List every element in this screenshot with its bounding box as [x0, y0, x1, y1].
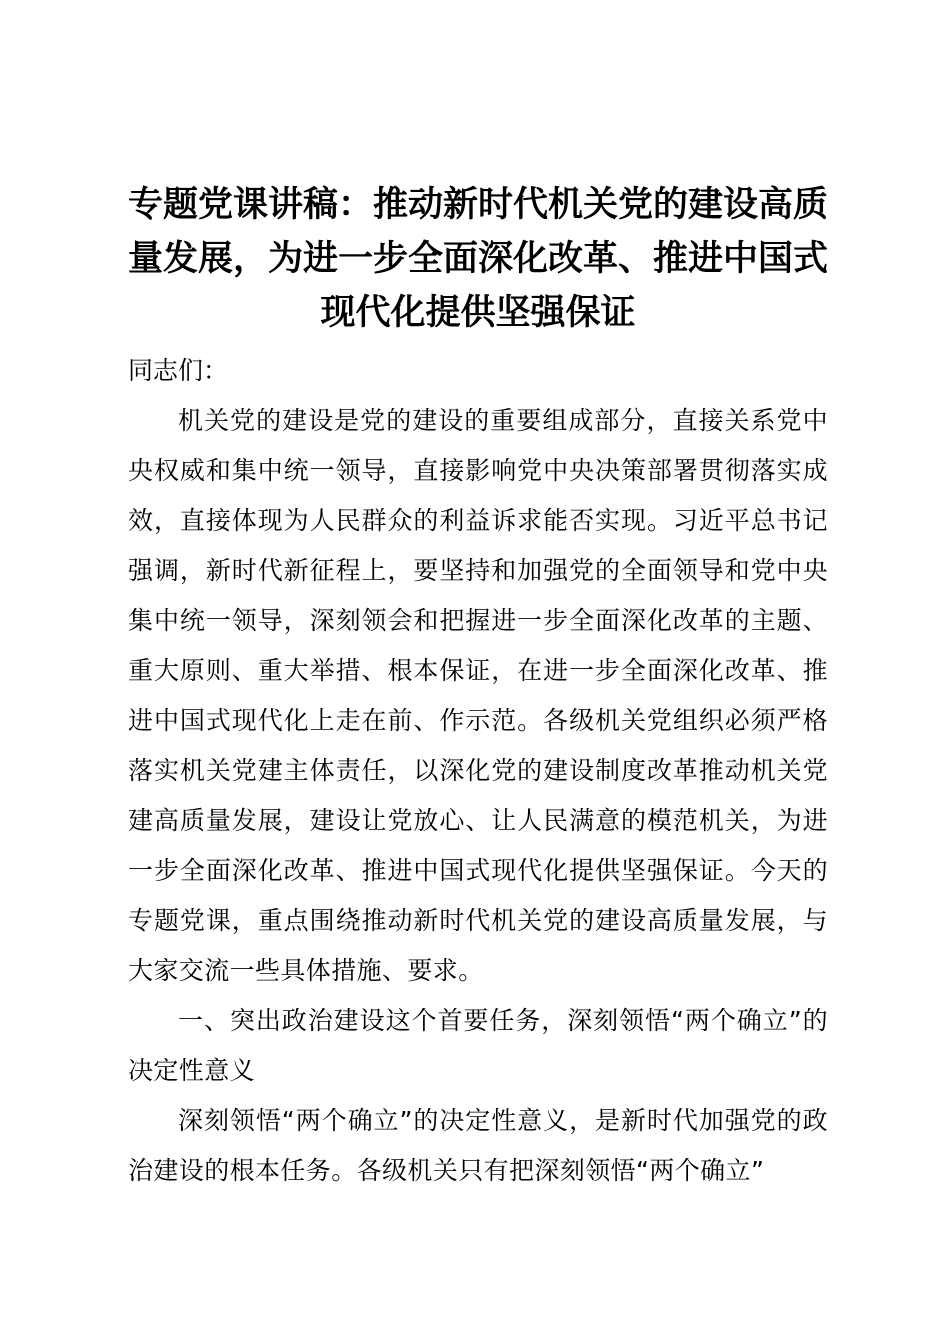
section-paragraph: 深刻领悟“两个确立”的决定性意义，是新时代加强党的政治建设的根本任务。各级机关只有把深刻领悟“两个确立”	[128, 1106, 828, 1185]
salutation: 同志们：	[128, 356, 229, 385]
section-heading: 一、突出政治建设这个首要任务，深刻领悟“两个确立”的决定性意义	[128, 1006, 828, 1085]
document-page	[128, 178, 828, 1196]
intro-paragraph: 机关党的建设是党的建设的重要组成部分，直接关系党中央权威和集中统一领导，直接影响党中央决策部署贯彻落实成效，直接体现为人民群众的利益诉求能否实现。习近平总书记强调，新时代新征程上，要坚持和加强党的全面领导和党中央集中统一领导，深刻领会和把握进一步全面深化改革的主题、重大原则、重大举措、根本保证，在进一步全面深化改革、推进中国式现代化上走在前、作示范。各级机关党组织必须严格落实机关党建主体责任，以深化党的建设制度改革推动机关党建高质量发展，建设让党放心、让人民满意的模范机关，为进一步全面深化改革、推进中国式现代化提供坚强保证。今天的专题党课，重点围绕推动新时代机关党的建设高质量发展，与大家交流一些具体措施、要求。	[128, 406, 828, 985]
document-title: 专题党课讲稿：推动新时代机关党的建设高质量发展，为进一步全面深化改革、推进中国式现代化提供坚强保证	[128, 185, 829, 333]
